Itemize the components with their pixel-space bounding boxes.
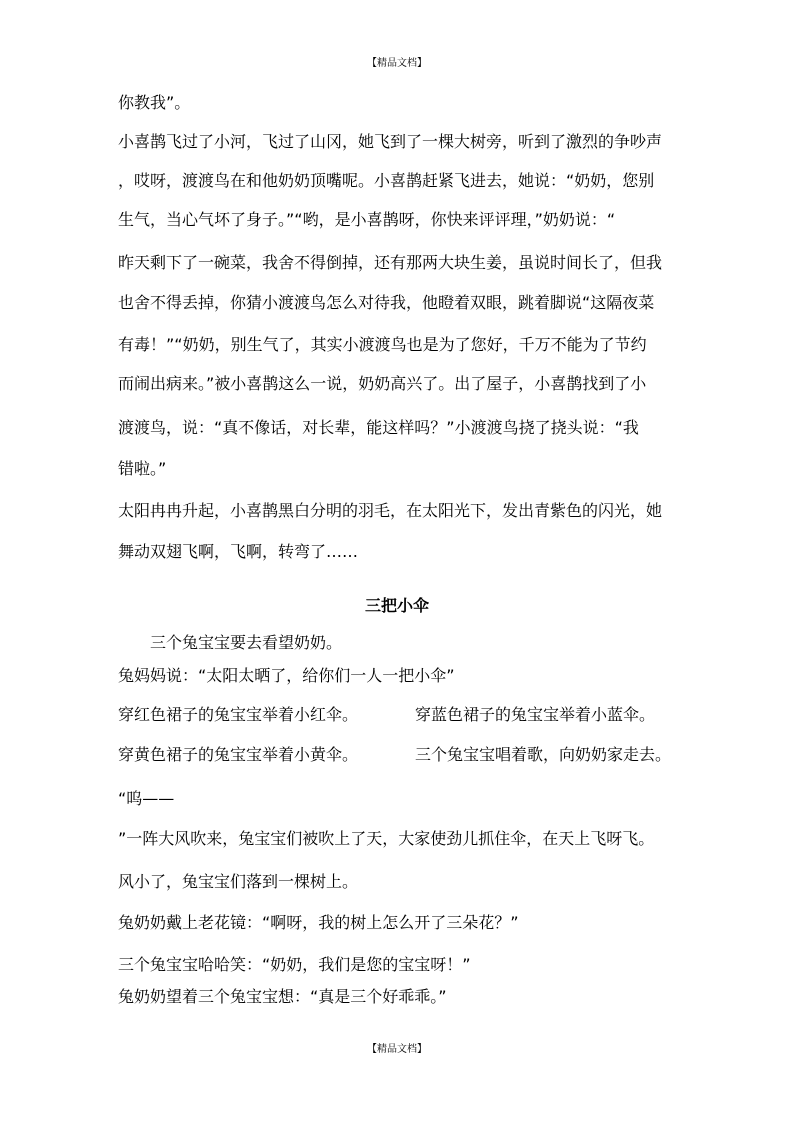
paragraph-line: 你教我”。 [118, 93, 191, 112]
paragraph-line: 小喜鹊飞过了小河，飞过了山冈，她飞到了一棵大树旁，听到了激烈的争吵声 [118, 132, 663, 151]
paragraph-line-right: 穿蓝色裙子的兔宝宝举着小蓝伞。 [415, 705, 656, 724]
paragraph-line: 太阳冉冉升起，小喜鹊黑白分明的羽毛，在太阳光下，发出青紫色的闪光，她 [118, 501, 663, 520]
paragraph-line-left: 穿红色裙子的兔宝宝举着小红伞。 [118, 705, 359, 724]
paragraph-line: 而闹出病来。”被小喜鹊这么一说，奶奶高兴了。出了屋子，小喜鹊找到了小 [118, 374, 647, 393]
page-header: 【精品文档】 [367, 58, 427, 69]
intro-line: 三个兔宝宝要去看望奶奶。 [150, 633, 343, 652]
paragraph-line-left: 穿黄色裙子的兔宝宝举着小黄伞。 [118, 745, 359, 764]
story-title: 三把小伞 [364, 596, 429, 615]
paragraph-line: 兔奶奶戴上老花镜：“啊呀，我的树上怎么开了三朵花？” [118, 913, 519, 932]
paragraph-line-right: 三个兔宝宝唱着歌，向奶奶家走去。 [415, 745, 672, 764]
paragraph-line: “呜—— [118, 789, 175, 808]
paragraph-line: 昨天剩下了一碗菜，我舍不得倒掉，还有那两大块生姜，虽说时间长了，但我 [118, 253, 663, 272]
page-footer: 【精品文档】 [367, 1044, 427, 1055]
paragraph-line: 风小了，兔宝宝们落到一棵树上。 [118, 872, 359, 891]
paragraph-line: 错啦。” [118, 459, 167, 478]
paragraph-line: 有毒！”“奶奶，别生气了，其实小渡渡鸟也是为了您好，千万不能为了节约 [118, 335, 647, 354]
paragraph-line: 兔妈妈说：“太阳太晒了，给你们一人一把小伞” [118, 666, 455, 685]
paragraph-line: 生气，当心气坏了身子。”“哟，是小喜鹊呀，你快来评评理，”奶奶说：“ [118, 210, 616, 229]
paragraph-line: ，哎呀，渡渡鸟在和他奶奶顶嘴呢。小喜鹊赶紧飞进去，她说：“奶奶，您别 [118, 171, 655, 190]
paragraph-line: 也舍不得丢掉，你猜小渡渡鸟怎么对待我，他瞪着双眼，跳着脚说“这隔夜菜 [118, 293, 655, 312]
paragraph-line: 三个兔宝宝哈哈笑：“奶奶，我们是您的宝宝呀！” [118, 955, 471, 974]
paragraph-line: 兔奶奶望着三个兔宝宝想：“真是三个好乖乖。” [118, 987, 447, 1006]
paragraph-line: 舞动双翅飞啊，飞啊，转弯了…… [118, 542, 359, 561]
paragraph-line: 渡渡鸟，说：“真不像话，对长辈，能这样吗？”小渡渡鸟挠了挠头说：“我 [118, 418, 639, 437]
paragraph-line: ”一阵大风吹来，兔宝宝们被吹上了天，大家使劲儿抓住伞，在天上飞呀飞。 [118, 829, 655, 848]
